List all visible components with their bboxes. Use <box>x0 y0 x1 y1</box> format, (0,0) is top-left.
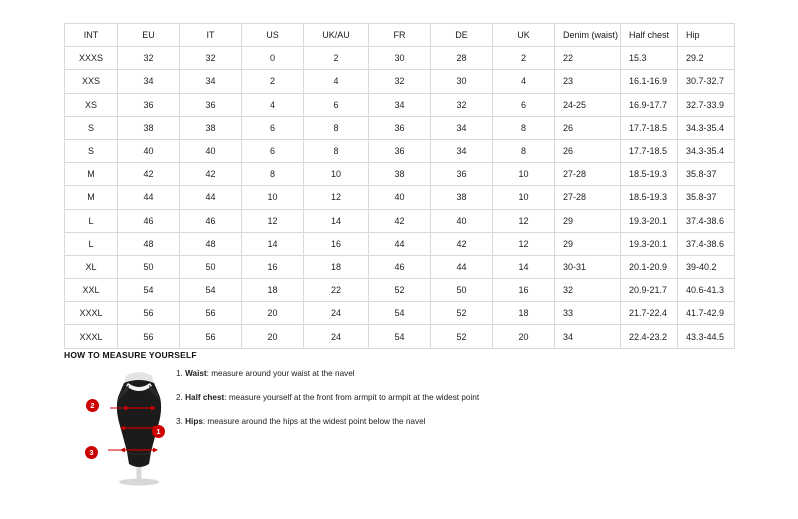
table-cell: 4 <box>304 70 369 93</box>
table-cell: 46 <box>180 209 242 232</box>
table-cell: 6 <box>304 93 369 116</box>
table-header-cell: UK <box>493 24 555 47</box>
table-cell: 41.7-42.9 <box>678 302 735 325</box>
table-cell: 39-40.2 <box>678 255 735 278</box>
measure-step-number: 1. <box>176 369 183 378</box>
table-cell: 17.7-18.5 <box>621 139 678 162</box>
table-cell: 54 <box>369 302 431 325</box>
table-cell: S <box>65 139 118 162</box>
table-cell: 6 <box>242 139 304 162</box>
table-cell: 44 <box>118 186 180 209</box>
table-row <box>65 163 735 186</box>
table-cell: 30 <box>369 47 431 70</box>
table-cell: 34.3-35.4 <box>678 139 735 162</box>
badge-3: 3 <box>85 446 98 459</box>
table-header-cell: US <box>242 24 304 47</box>
table-cell: 48 <box>118 232 180 255</box>
table-cell: 24 <box>304 325 369 348</box>
measure-step-term: Hips <box>185 417 203 426</box>
table-cell: 6 <box>242 116 304 139</box>
table-cell: 16 <box>493 279 555 302</box>
table-cell: 10 <box>493 163 555 186</box>
table-cell: 37.4-38.6 <box>678 209 735 232</box>
table-header-cell: INT <box>65 24 118 47</box>
table-header-cell: Half chest <box>621 24 678 47</box>
measure-step <box>176 368 596 379</box>
table-cell: 32 <box>555 279 621 302</box>
table-cell: 21.7-22.4 <box>621 302 678 325</box>
table-cell: 54 <box>369 325 431 348</box>
table-cell: 2 <box>304 47 369 70</box>
table-cell: 40 <box>369 186 431 209</box>
table-cell: 48 <box>180 232 242 255</box>
table-row <box>65 209 735 232</box>
size-table-container <box>64 23 734 349</box>
table-cell: 19.3-20.1 <box>621 232 678 255</box>
measure-step-number: 3. <box>176 417 183 426</box>
table-row <box>65 93 735 116</box>
table-cell: 30-31 <box>555 255 621 278</box>
table-cell: 12 <box>304 186 369 209</box>
table-header-cell: FR <box>369 24 431 47</box>
table-cell: XXXS <box>65 47 118 70</box>
table-cell: 20 <box>493 325 555 348</box>
table-cell: 43.3-44.5 <box>678 325 735 348</box>
table-row <box>65 232 735 255</box>
table-cell: 32 <box>431 93 493 116</box>
table-cell: 29 <box>555 209 621 232</box>
table-cell: 36 <box>369 139 431 162</box>
table-header-row <box>65 24 735 47</box>
measure-step-term: Half chest <box>185 393 225 402</box>
table-cell: 32.7-33.9 <box>678 93 735 116</box>
table-cell: 34 <box>431 139 493 162</box>
table-cell: 32 <box>180 47 242 70</box>
table-cell: 26 <box>555 139 621 162</box>
table-cell: M <box>65 186 118 209</box>
table-cell: 12 <box>493 209 555 232</box>
table-cell: 29 <box>555 232 621 255</box>
table-cell: 17.7-18.5 <box>621 116 678 139</box>
table-cell: 18.5-19.3 <box>621 186 678 209</box>
table-cell: 40 <box>180 139 242 162</box>
table-cell: XXS <box>65 70 118 93</box>
table-cell: 19.3-20.1 <box>621 209 678 232</box>
measure-steps <box>176 368 596 440</box>
table-cell: 34 <box>431 116 493 139</box>
table-cell: 46 <box>118 209 180 232</box>
table-cell: 44 <box>180 186 242 209</box>
table-cell: 44 <box>431 255 493 278</box>
table-cell: 56 <box>118 302 180 325</box>
table-row <box>65 47 735 70</box>
table-cell: 26 <box>555 116 621 139</box>
table-cell: XXL <box>65 279 118 302</box>
table-cell: 14 <box>304 209 369 232</box>
table-cell: 42 <box>118 163 180 186</box>
table-cell: 34 <box>180 70 242 93</box>
size-conversion-table <box>64 23 735 349</box>
table-cell: 50 <box>118 255 180 278</box>
table-cell: 34 <box>555 325 621 348</box>
table-cell: 10 <box>242 186 304 209</box>
table-cell: 8 <box>304 139 369 162</box>
table-cell: 4 <box>493 70 555 93</box>
table-cell: 23 <box>555 70 621 93</box>
table-cell: 16.9-17.7 <box>621 93 678 116</box>
table-cell: 15.3 <box>621 47 678 70</box>
table-cell: 24 <box>304 302 369 325</box>
table-cell: 27-28 <box>555 163 621 186</box>
table-cell: 46 <box>369 255 431 278</box>
table-cell: 40 <box>118 139 180 162</box>
how-to-measure-title: HOW TO MEASURE YOURSELF <box>64 350 197 360</box>
table-header-cell: IT <box>180 24 242 47</box>
table-row <box>65 116 735 139</box>
table-cell: 10 <box>493 186 555 209</box>
table-cell: 40 <box>431 209 493 232</box>
table-cell: 30.7-32.7 <box>678 70 735 93</box>
table-cell: 36 <box>180 93 242 116</box>
table-cell: 28 <box>431 47 493 70</box>
table-cell: 27-28 <box>555 186 621 209</box>
table-cell: 8 <box>304 116 369 139</box>
table-cell: 44 <box>369 232 431 255</box>
table-cell: 36 <box>431 163 493 186</box>
table-cell: 18 <box>493 302 555 325</box>
table-header-cell: EU <box>118 24 180 47</box>
table-header <box>65 24 735 47</box>
table-row <box>65 279 735 302</box>
table-cell: XXXL <box>65 325 118 348</box>
table-cell: 18 <box>242 279 304 302</box>
table-cell: 38 <box>369 163 431 186</box>
table-cell: 37.4-38.6 <box>678 232 735 255</box>
table-cell: 50 <box>180 255 242 278</box>
table-header-cell: DE <box>431 24 493 47</box>
table-cell: S <box>65 116 118 139</box>
table-cell: 29.2 <box>678 47 735 70</box>
table-cell: 2 <box>242 70 304 93</box>
table-cell: 22 <box>555 47 621 70</box>
table-cell: 50 <box>431 279 493 302</box>
table-cell: 16 <box>304 232 369 255</box>
table-cell: 35.8-37 <box>678 186 735 209</box>
table-cell: 4 <box>242 93 304 116</box>
table-cell: 14 <box>242 232 304 255</box>
table-cell: 0 <box>242 47 304 70</box>
table-row <box>65 70 735 93</box>
table-cell: 34 <box>369 93 431 116</box>
table-cell: 14 <box>493 255 555 278</box>
table-header-cell: Denim (waist) <box>555 24 621 47</box>
table-cell: 42 <box>180 163 242 186</box>
table-cell: 8 <box>493 139 555 162</box>
table-cell: 22 <box>304 279 369 302</box>
measure-step-number: 2. <box>176 393 183 402</box>
table-cell: 18.5-19.3 <box>621 163 678 186</box>
measure-step <box>176 416 596 427</box>
table-cell: 36 <box>369 116 431 139</box>
table-cell: 16 <box>242 255 304 278</box>
table-row <box>65 139 735 162</box>
table-cell: 42 <box>369 209 431 232</box>
table-cell: 54 <box>118 279 180 302</box>
table-cell: 38 <box>431 186 493 209</box>
table-body <box>65 47 735 348</box>
table-cell: 12 <box>493 232 555 255</box>
table-cell: 40.6-41.3 <box>678 279 735 302</box>
measure-step-text: : measure yourself at the front from armpit to armpit at the widest point <box>224 393 480 402</box>
table-cell: 52 <box>431 325 493 348</box>
table-cell: 20.9-21.7 <box>621 279 678 302</box>
table-cell: 32 <box>118 47 180 70</box>
measure-step-term: Waist <box>185 369 207 378</box>
table-cell: 8 <box>493 116 555 139</box>
table-header-cell: Hip <box>678 24 735 47</box>
measure-step-text: : measure around your waist at the navel <box>206 369 355 378</box>
table-header-cell: UK/AU <box>304 24 369 47</box>
table-cell: 54 <box>180 279 242 302</box>
table-cell: 20.1-20.9 <box>621 255 678 278</box>
table-cell: 52 <box>431 302 493 325</box>
table-cell: 38 <box>118 116 180 139</box>
table-cell: M <box>65 163 118 186</box>
table-row <box>65 255 735 278</box>
table-cell: XXXL <box>65 302 118 325</box>
table-cell: 56 <box>180 325 242 348</box>
measure-step-text: : measure around the hips at the widest point below the navel <box>202 417 426 426</box>
badge-1: 1 <box>152 425 165 438</box>
table-cell: XL <box>65 255 118 278</box>
table-cell: 36 <box>118 93 180 116</box>
table-cell: 38 <box>180 116 242 139</box>
table-cell: 10 <box>304 163 369 186</box>
table-row <box>65 325 735 348</box>
table-cell: 35.8-37 <box>678 163 735 186</box>
table-cell: 34 <box>118 70 180 93</box>
table-cell: 32 <box>369 70 431 93</box>
table-cell: XS <box>65 93 118 116</box>
table-cell: 30 <box>431 70 493 93</box>
badge-2: 2 <box>86 399 99 412</box>
table-cell: 2 <box>493 47 555 70</box>
table-cell: 42 <box>431 232 493 255</box>
table-cell: 56 <box>118 325 180 348</box>
table-cell: 12 <box>242 209 304 232</box>
table-cell: L <box>65 232 118 255</box>
table-cell: 20 <box>242 325 304 348</box>
table-cell: 33 <box>555 302 621 325</box>
table-cell: 22.4-23.2 <box>621 325 678 348</box>
table-cell: 20 <box>242 302 304 325</box>
measure-step <box>176 392 596 403</box>
table-cell: 34.3-35.4 <box>678 116 735 139</box>
table-cell: 24-25 <box>555 93 621 116</box>
table-cell: 16.1-16.9 <box>621 70 678 93</box>
table-cell: 56 <box>180 302 242 325</box>
table-cell: 18 <box>304 255 369 278</box>
table-row <box>65 186 735 209</box>
table-cell: 8 <box>242 163 304 186</box>
table-cell: L <box>65 209 118 232</box>
table-cell: 6 <box>493 93 555 116</box>
table-cell: 52 <box>369 279 431 302</box>
table-row <box>65 302 735 325</box>
